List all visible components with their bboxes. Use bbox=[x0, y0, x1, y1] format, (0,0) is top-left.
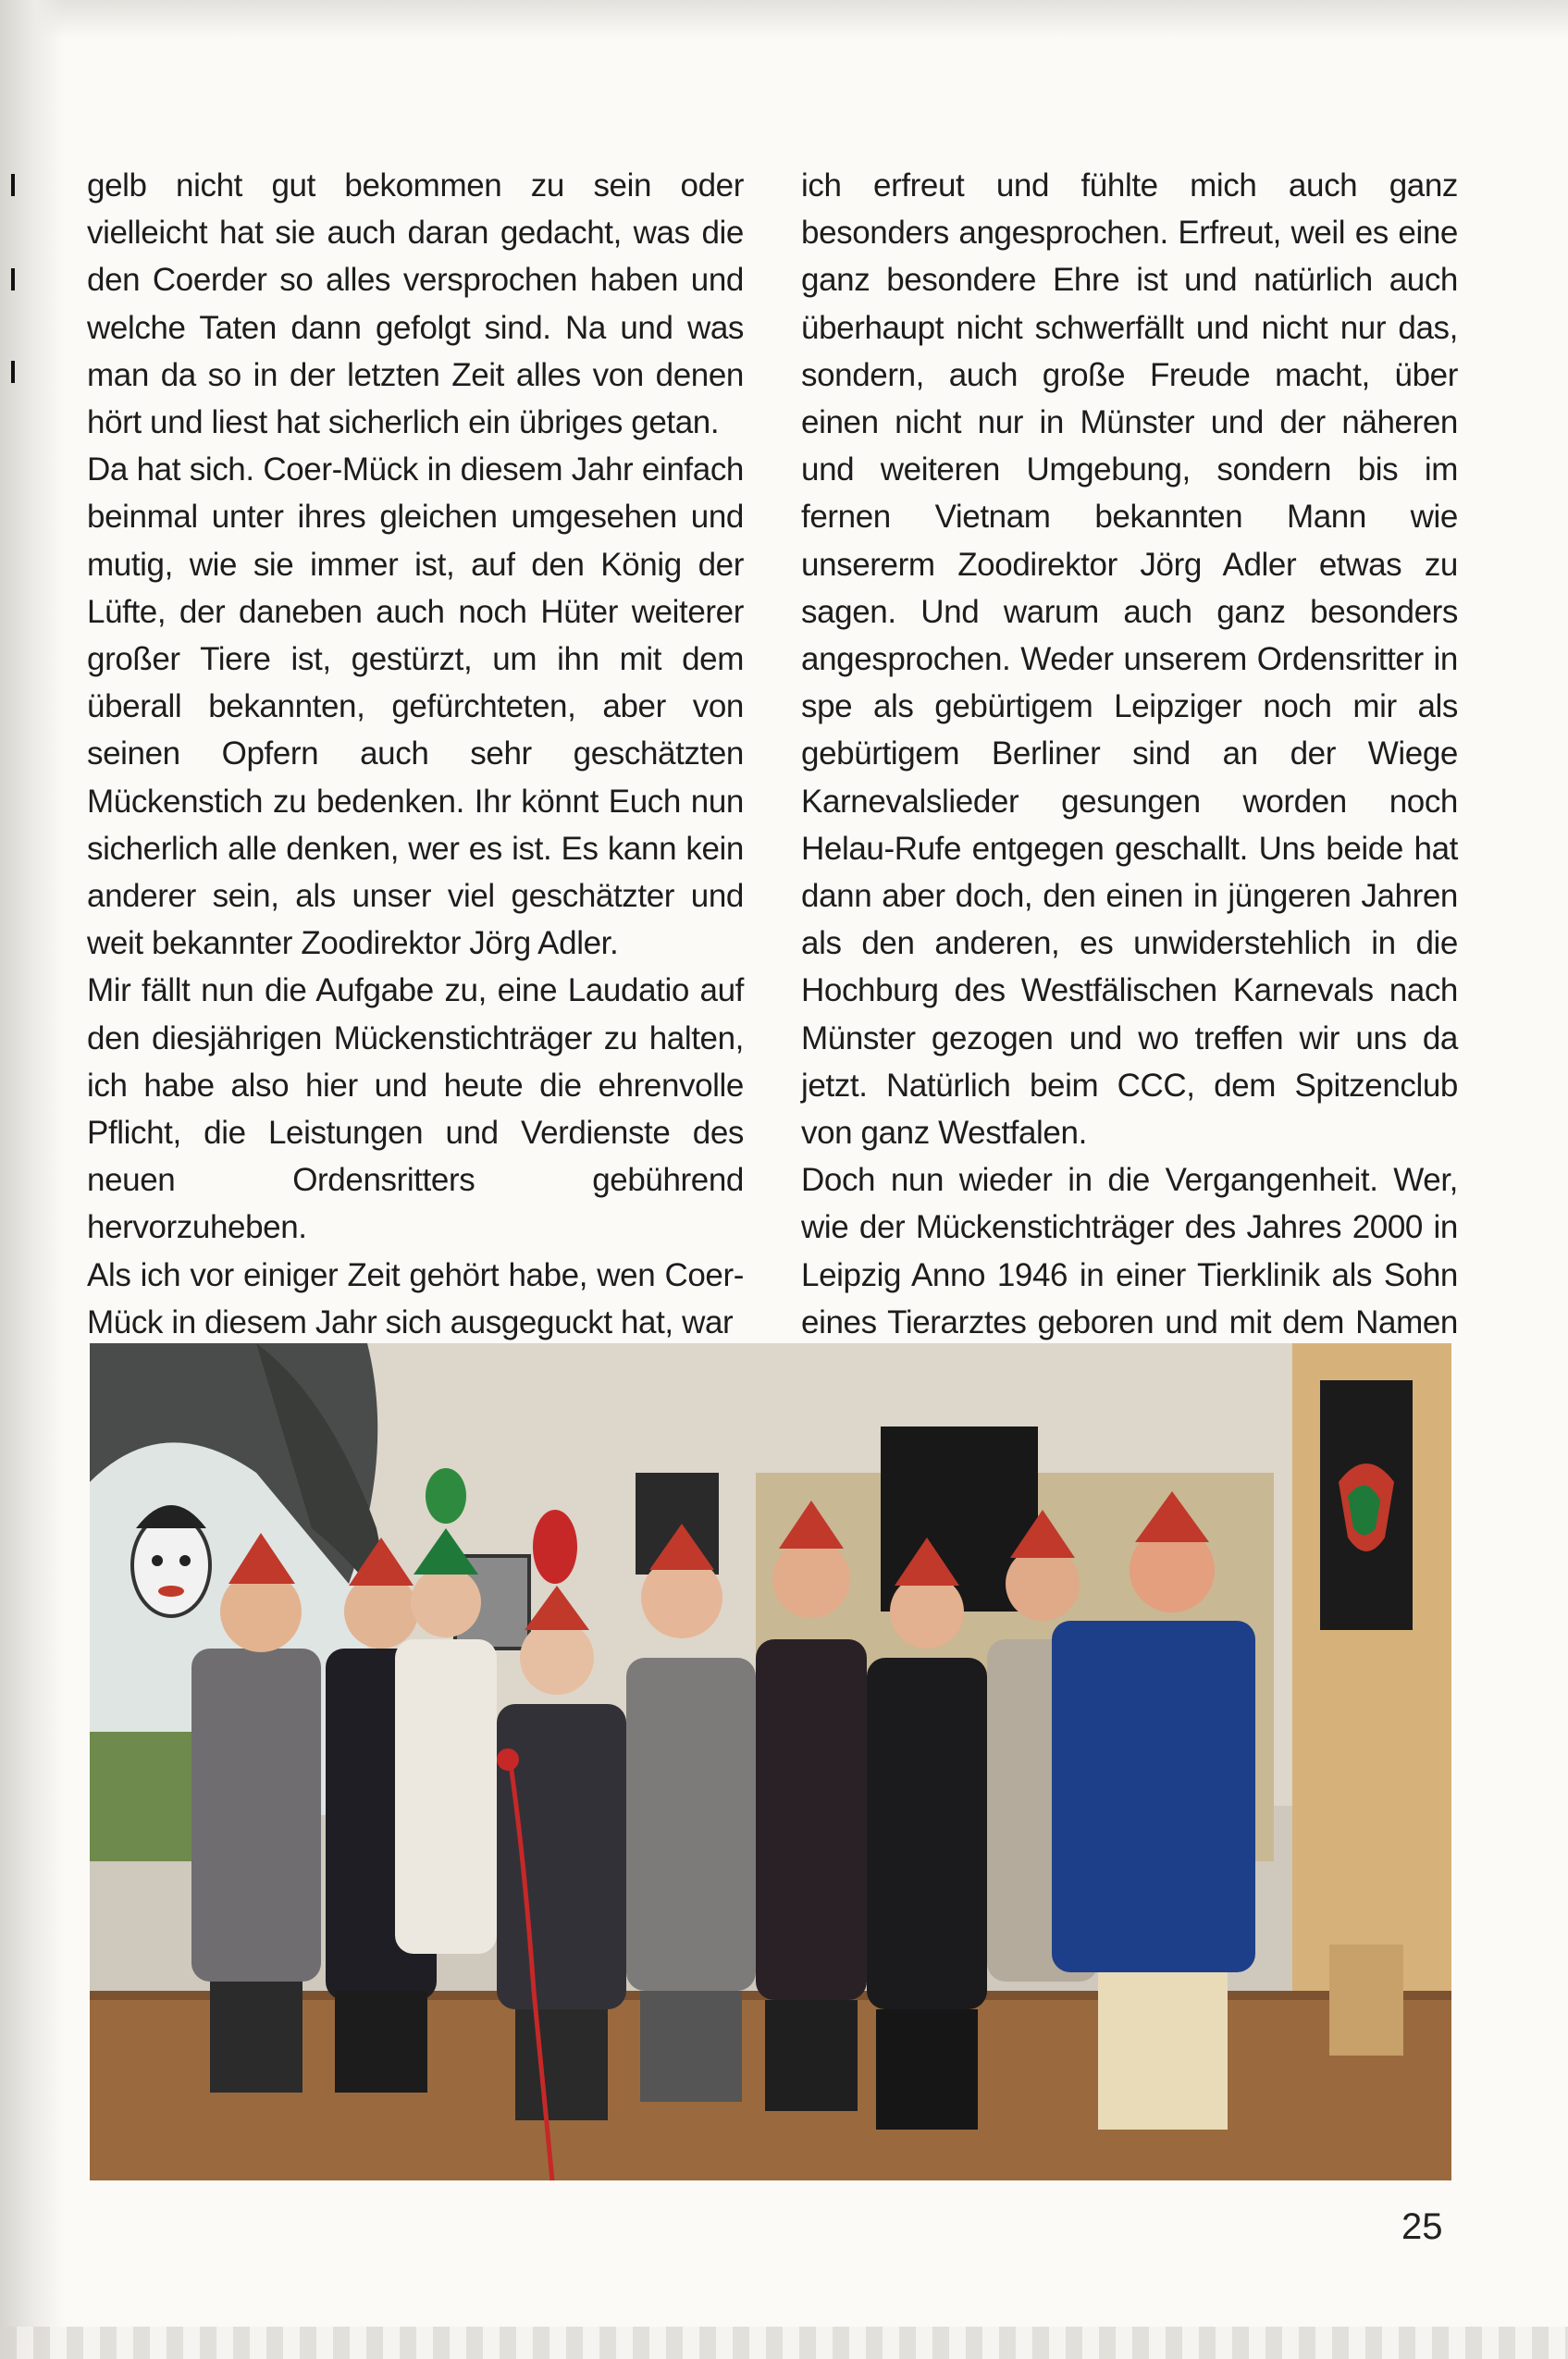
group-photo bbox=[90, 1343, 1451, 2180]
binding-shadow bbox=[0, 0, 65, 2359]
scan-top-shadow bbox=[0, 0, 1568, 39]
page-number: 25 bbox=[1401, 2206, 1443, 2247]
paragraph: Doch nun wieder in die Vergangenheit. Wer, wie der Mückenstichträger des Jahres 2000 in Leipzig Anno 1946 in einer Tierklinik als Sohn eines Tierarztes geboren und mit dem Namen bbox=[801, 1162, 1458, 1340]
left-text-column bbox=[87, 162, 744, 1346]
group-photo-illustration bbox=[90, 1343, 1451, 2180]
paragraph: gelb nicht gut bekommen zu sein oder vielleicht hat sie auch daran gedacht, was die den Coerder so alles versprochen haben und welche Taten dann gefolgt sind. Na und was man da so in der letzten Zeit alles von denen hört und liest hat sicherlich ein übriges getan. bbox=[87, 167, 744, 441]
paragraph: ich erfreut und fühlte mich auch ganz besonders angesprochen. Erfreut, weil es eine ganz besondere Ehre ist und natürlich auch überhaupt nicht schwerfällt und nicht nur das, sondern, auch große Freude macht, über einen nicht nur in Münster und der näheren und weiteren Umgebung, sondern bis im fernen Vietnam bekannten Mann wie unsererm Zoodirektor Jörg Adler etwas zu sagen. Und warum auch ganz besonders angesprochen. Weder unserem Ordensritter in spe als gebürtigem Leipziger noch mir als gebürtigem Berliner sind an der Wiege Karnevalslieder gesungen worden noch Helau-Rufe entgegen geschallt. Uns beide hat dann aber doch, den einen in jüngeren Jahren als den anderen, es unwiderstehlich in die Hochburg des Westfälischen Karnevals nach Münster gezogen und wo treffen wir uns da jetzt. Natürlich beim CCC, dem Spitzenclub von ganz Westfalen. bbox=[801, 167, 1458, 1152]
paragraph: Als ich vor einiger Zeit gehört habe, wen Coer-Mück in diesem Jahr sich ausgeguckt hat, war bbox=[87, 1256, 744, 1340]
binding-mark bbox=[11, 361, 15, 383]
paragraph: Da hat sich. Coer-Mück in diesem Jahr einfach beinmal unter ihres gleichen umgesehen und mutig, wie sie immer ist, auf den König der Lüfte, der daneben auch noch Hüter weiterer großer Tiere ist, gestürzt, um ihn mit dem überall bekannten, gefürchteten, aber von seinen Opfern auch sehr geschätzten Mückenstich zu bedenken. Ihr könnt Euch nun sicherlich alle denken, wer es ist. Es kann kein anderer sein, als unser viel geschätzter und weit bekannter Zoodirektor Jörg Adler. bbox=[87, 451, 744, 962]
right-text-column bbox=[801, 162, 1458, 1393]
binding-mark bbox=[11, 174, 15, 196]
scan-bottom-strip bbox=[0, 2327, 1568, 2359]
paragraph: Mir fällt nun die Aufgabe zu, eine Laudatio auf den diesjährigen Mückenstichträger zu halten, ich habe also hier und heute die ehrenvolle Pflicht, die Leistungen und Verdienste des neuen Ordensritters gebührend hervorzuheben. bbox=[87, 972, 744, 1246]
binding-mark bbox=[11, 268, 15, 290]
